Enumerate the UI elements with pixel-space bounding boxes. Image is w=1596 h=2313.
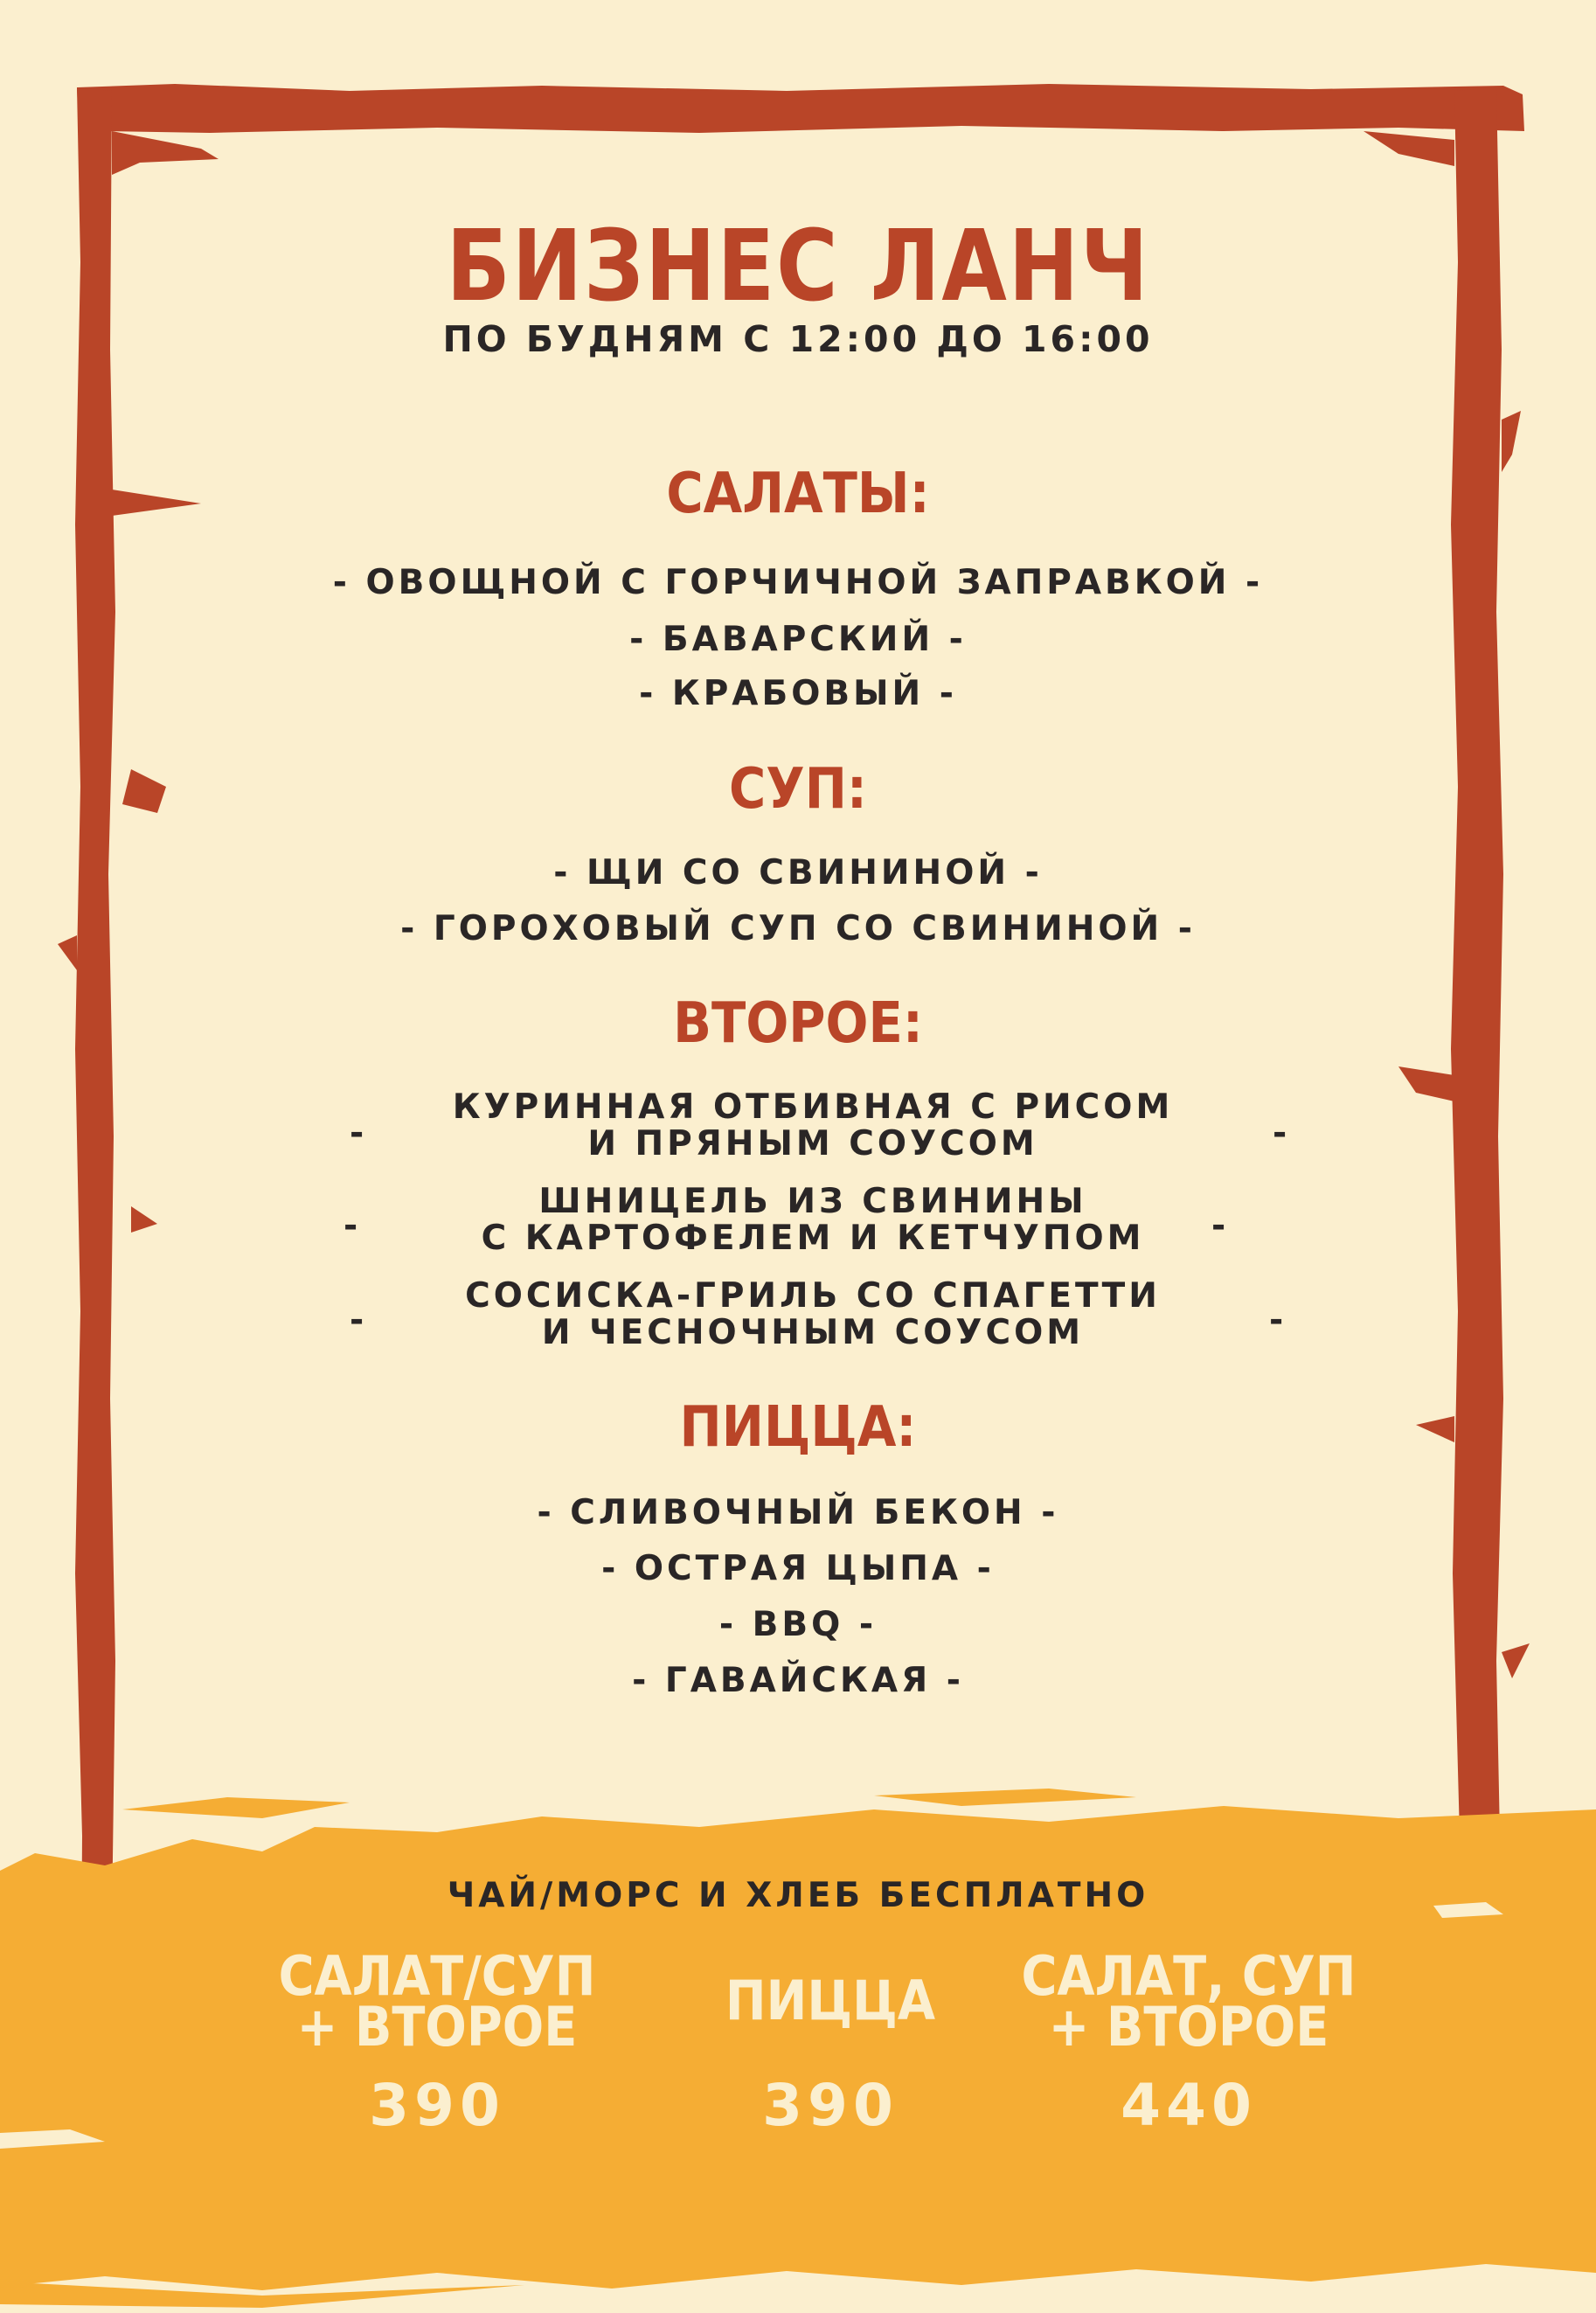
menu-item: - СЛИВОЧНЫЙ БЕКОН - xyxy=(537,1493,1059,1532)
menu-item: - БАВАРСКИЙ - xyxy=(629,620,967,659)
offer-label xyxy=(1000,1944,1377,2059)
dash-left: - xyxy=(350,1301,364,1340)
menu-item: - ГОРОХОВЫЙ СУП СО СВИНИНОЙ - xyxy=(400,909,1196,948)
free-tea-bread-note: ЧАЙ/МОРС И ХЛЕБ БЕСПЛАТНО xyxy=(447,1876,1149,1915)
menu-subtitle: ПО БУДНЯМ С 12:00 ДО 16:00 xyxy=(442,318,1154,360)
menu-item-line: И ЧЕСНОЧНЫМ СОУСОМ xyxy=(541,1313,1085,1352)
section-heading-pizza: ПИЦЦА: xyxy=(679,1395,917,1460)
menu-item-line: КУРИННАЯ ОТБИВНАЯ С РИСОМ xyxy=(452,1087,1174,1127)
offer-label-line: САЛАТ/СУП xyxy=(278,1944,596,2008)
dash-right: - xyxy=(1211,1206,1226,1246)
dash-right: - xyxy=(1273,1114,1287,1153)
offer-label-line: + ВТОРОЕ xyxy=(1048,1995,1329,2059)
section-heading-soup: СУП: xyxy=(729,757,867,822)
menu-item: - ОВОЩНОЙ С ГОРЧИЧНОЙ ЗАПРАВКОЙ - xyxy=(332,563,1264,602)
offer-price: 440 xyxy=(1121,2072,1257,2139)
menu-item: - КРАБОВЫЙ - xyxy=(639,674,957,713)
menu-item-multiline xyxy=(376,1184,1250,1257)
menu-item-line: СОСИСКА-ГРИЛЬ СО СПАГЕТТИ xyxy=(465,1276,1161,1316)
menu-item-line: С КАРТОФЕЛЕМ И КЕТЧУПОМ xyxy=(481,1219,1145,1258)
dash-left: - xyxy=(343,1206,358,1246)
menu-item-line: И ПРЯНЫМ СОУСОМ xyxy=(587,1124,1038,1163)
offer-price: 390 xyxy=(762,2072,899,2139)
offer-label-line: + ВТОРОЕ xyxy=(296,1995,578,2059)
section-heading-salads: САЛАТЫ: xyxy=(666,462,930,526)
offer-label-line: САЛАТ, СУП xyxy=(1021,1944,1357,2008)
menu-item-multiline xyxy=(376,1089,1250,1163)
menu-item-multiline xyxy=(376,1278,1250,1351)
menu-item: - ОСТРАЯ ЦЫПА - xyxy=(601,1549,995,1588)
offer-price: 390 xyxy=(369,2072,505,2139)
menu-title: БИЗНЕС ЛАНЧ xyxy=(446,210,1150,323)
menu-item-line: ШНИЦЕЛЬ ИЗ СВИНИНЫ xyxy=(538,1182,1087,1221)
section-heading-main: ВТОРОЕ: xyxy=(673,991,923,1056)
menu-item: - ЩИ СО СВИНИНОЙ - xyxy=(553,853,1043,893)
menu-item: - ГАВАЙСКАЯ - xyxy=(632,1661,964,1700)
offer-label xyxy=(697,1969,964,2032)
offer-label-line: ПИЦЦА xyxy=(725,1969,936,2032)
offer-label xyxy=(248,1944,626,2059)
menu-item: - BBQ - xyxy=(718,1605,878,1644)
dash-right: - xyxy=(1269,1301,1284,1340)
dash-left: - xyxy=(350,1114,364,1153)
